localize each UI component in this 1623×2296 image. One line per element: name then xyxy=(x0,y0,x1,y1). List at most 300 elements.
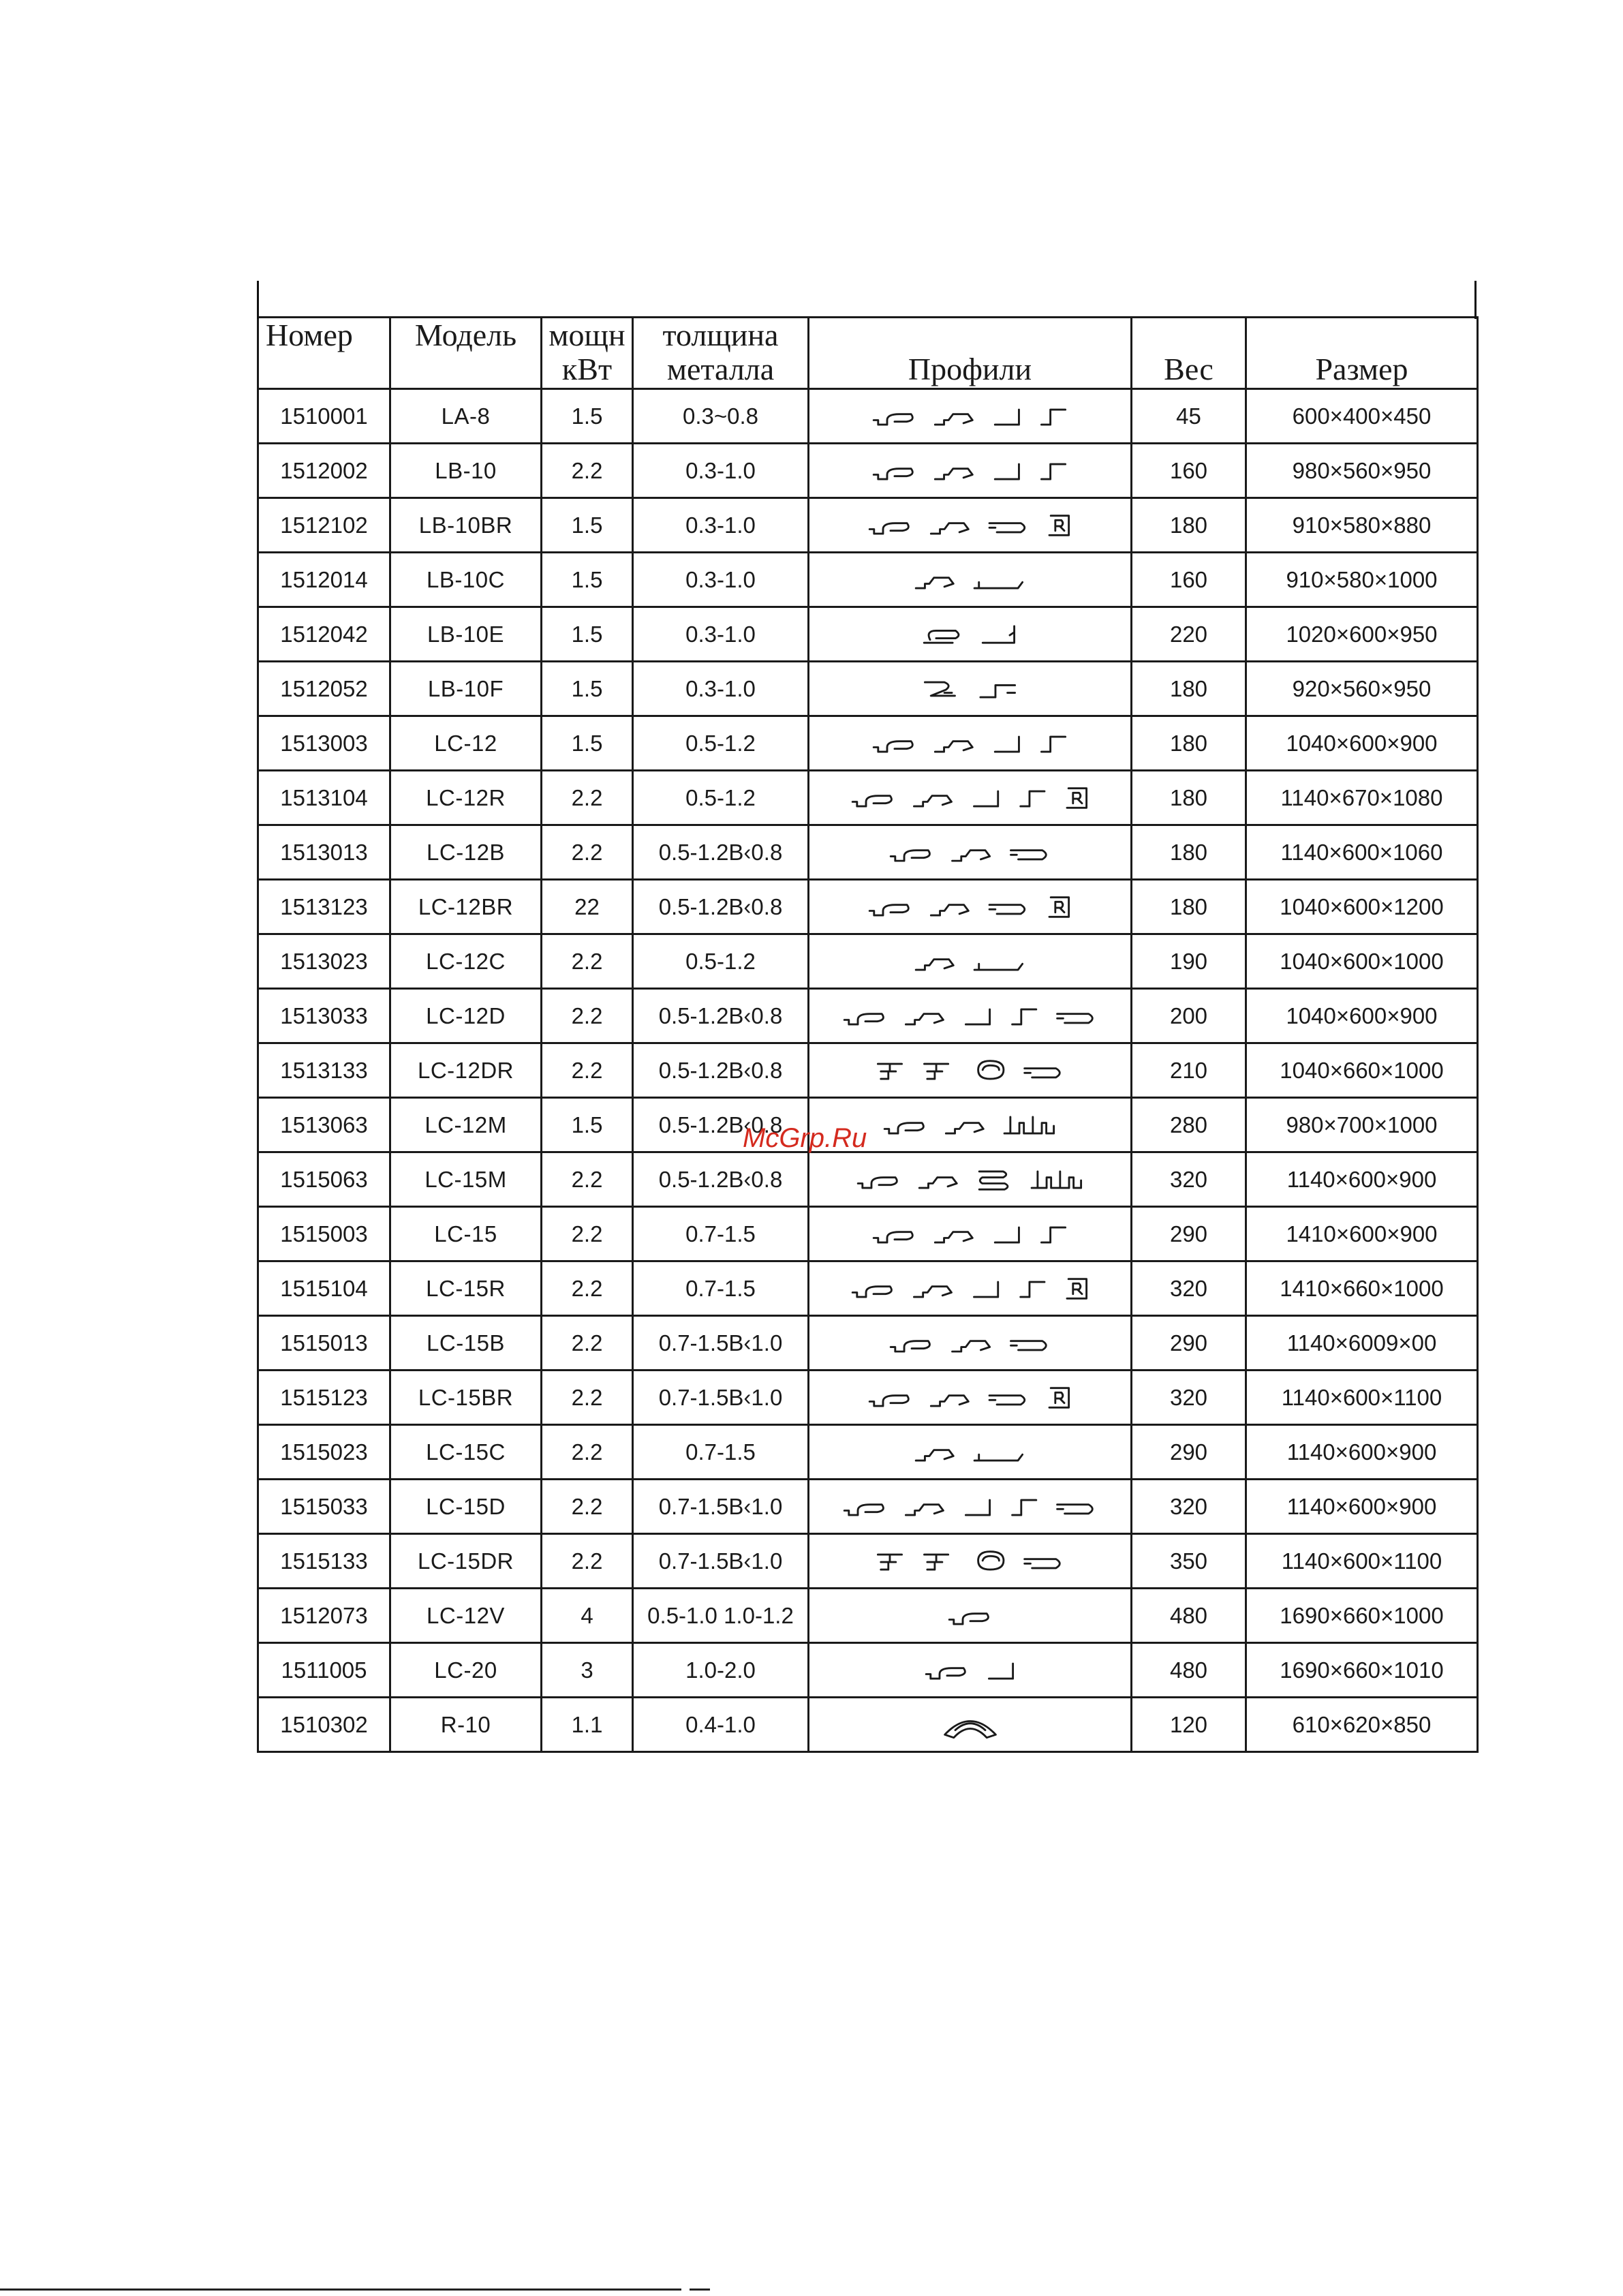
cell-size: 920×560×950 xyxy=(1246,662,1478,716)
z-fold-icon xyxy=(925,682,955,696)
cell-profiles xyxy=(809,1371,1132,1425)
cell-number: 1515133 xyxy=(258,1534,390,1589)
u-channel-icon xyxy=(1032,1171,1081,1187)
cell-model: LB-10E xyxy=(390,607,542,662)
cell-model: LC-12R xyxy=(390,771,542,825)
flat-fold-icon xyxy=(874,414,912,424)
right-angle-icon xyxy=(995,410,1019,425)
table-row xyxy=(258,716,1478,771)
cell-weight: 180 xyxy=(1132,498,1246,553)
right-angle-icon xyxy=(995,1227,1019,1242)
cell-profiles xyxy=(809,1043,1132,1098)
cell-thickness: 0.7-1.5B‹1.0 xyxy=(633,1480,809,1534)
right-angle-icon xyxy=(965,1009,989,1024)
cell-profiles xyxy=(809,1534,1132,1589)
cell-profiles xyxy=(809,1261,1132,1316)
cell-profiles xyxy=(809,880,1132,934)
table-row xyxy=(258,444,1478,498)
cell-number: 1513104 xyxy=(258,771,390,825)
cell-size: 1140×600×900 xyxy=(1246,1480,1478,1534)
step-hook-icon xyxy=(935,414,972,424)
flat-fold-icon xyxy=(858,1177,897,1187)
cell-thickness: 0.5-1.2 xyxy=(633,716,809,771)
step-hook-icon xyxy=(931,1395,968,1405)
cell-model: LB-10 xyxy=(390,444,542,498)
table-row xyxy=(258,553,1478,607)
angle-hook-icon xyxy=(983,626,1014,642)
flat-fold-icon xyxy=(874,741,912,751)
loop-icon xyxy=(1057,1013,1092,1022)
cell-number: 1512052 xyxy=(258,662,390,716)
cell-size: 1140×600×1060 xyxy=(1246,825,1478,880)
cell-power: 1.5 xyxy=(542,662,633,716)
cell-number: 1510001 xyxy=(258,389,390,444)
ring-icon xyxy=(978,1551,1004,1569)
cell-power: 2.2 xyxy=(542,989,633,1043)
cell-model: LC-15DR xyxy=(390,1534,542,1589)
z-step-icon xyxy=(1041,737,1065,752)
cell-weight: 480 xyxy=(1132,1643,1246,1698)
cell-profiles xyxy=(809,553,1132,607)
cell-weight: 180 xyxy=(1132,662,1246,716)
table-row xyxy=(258,389,1478,444)
table-row xyxy=(258,1698,1478,1752)
triple-fold-icon xyxy=(979,1171,1008,1189)
cell-thickness: 0.7-1.5B‹1.0 xyxy=(633,1316,809,1371)
cell-power: 1.1 xyxy=(542,1698,633,1752)
step-hook-icon xyxy=(952,850,989,860)
cell-number: 1515033 xyxy=(258,1480,390,1534)
cell-size: 980×560×950 xyxy=(1246,444,1478,498)
cell-size: 910×580×880 xyxy=(1246,498,1478,553)
loop-icon xyxy=(1057,1504,1092,1513)
cell-model: LC-15 xyxy=(390,1207,542,1261)
header-thickness xyxy=(633,318,809,389)
cell-thickness: 1.0-2.0 xyxy=(633,1643,809,1698)
cell-profiles xyxy=(809,1316,1132,1371)
cell-size: 1140×600×1100 xyxy=(1246,1371,1478,1425)
cell-thickness: 0.3-1.0 xyxy=(633,444,809,498)
cell-size: 1140×600×900 xyxy=(1246,1425,1478,1480)
cell-profiles xyxy=(809,444,1132,498)
cell-weight: 350 xyxy=(1132,1534,1246,1589)
table-row xyxy=(258,934,1478,989)
arc-icon xyxy=(944,1721,995,1737)
cell-weight: 210 xyxy=(1132,1043,1246,1098)
cell-profiles xyxy=(809,716,1132,771)
flat-fold-icon xyxy=(874,468,912,478)
cell-thickness: 0.5-1.2B‹0.8 xyxy=(633,1152,809,1207)
cell-model: LB-10C xyxy=(390,553,542,607)
bottom-rule-small xyxy=(690,2289,710,2291)
cell-number: 1512014 xyxy=(258,553,390,607)
cell-power: 2.2 xyxy=(542,1043,633,1098)
flat-fold-icon xyxy=(852,795,891,806)
loop-icon xyxy=(1025,1559,1060,1567)
table-row xyxy=(258,1371,1478,1425)
cell-thickness: 0.5-1.2B‹0.8 xyxy=(633,989,809,1043)
cell-profiles xyxy=(809,1207,1132,1261)
cell-thickness: 0.7-1.5 xyxy=(633,1207,809,1261)
step-hook-icon xyxy=(916,959,953,969)
right-angle-icon xyxy=(965,1500,989,1515)
table-row xyxy=(258,771,1478,825)
cell-thickness: 0.4-1.0 xyxy=(633,1698,809,1752)
table-row xyxy=(258,662,1478,716)
header-power xyxy=(542,318,633,389)
right-angle-icon xyxy=(995,464,1019,479)
loop-icon xyxy=(989,904,1025,913)
tick-left xyxy=(257,281,259,319)
cell-profiles xyxy=(809,498,1132,553)
cell-weight: 180 xyxy=(1132,771,1246,825)
cell-number: 1515104 xyxy=(258,1261,390,1316)
cell-number: 1513123 xyxy=(258,880,390,934)
cell-size: 910×580×1000 xyxy=(1246,553,1478,607)
spec-table-wrapper xyxy=(257,281,1477,1753)
cell-number: 1513003 xyxy=(258,716,390,771)
cell-weight: 180 xyxy=(1132,880,1246,934)
cell-thickness: 0.5-1.2B‹0.8 xyxy=(633,880,809,934)
flat-fold-icon xyxy=(884,1122,923,1133)
cell-profiles xyxy=(809,771,1132,825)
ring-icon xyxy=(978,1060,1004,1078)
cell-size: 1690×660×1010 xyxy=(1246,1643,1478,1698)
r-box-icon xyxy=(1066,788,1086,808)
cell-size: 1690×660×1000 xyxy=(1246,1589,1478,1643)
bottom-rule xyxy=(0,2289,681,2291)
cell-number: 1513033 xyxy=(258,989,390,1043)
cell-size: 1410×660×1000 xyxy=(1246,1261,1478,1316)
step-hook-icon xyxy=(931,904,968,915)
cell-weight: 280 xyxy=(1132,1098,1246,1152)
cell-number: 1512002 xyxy=(258,444,390,498)
table-row xyxy=(258,1207,1478,1261)
cell-power: 2.2 xyxy=(542,771,633,825)
cell-weight: 200 xyxy=(1132,989,1246,1043)
z-step-icon xyxy=(1041,464,1065,479)
cell-weight: 180 xyxy=(1132,825,1246,880)
table-row xyxy=(258,607,1478,662)
cell-profiles xyxy=(809,389,1132,444)
cell-power: 2.2 xyxy=(542,1534,633,1589)
flat-fold-icon xyxy=(891,850,929,860)
cell-weight: 220 xyxy=(1132,607,1246,662)
cell-thickness: 0.5-1.2 xyxy=(633,934,809,989)
cell-size: 610×620×850 xyxy=(1246,1698,1478,1752)
z-step-icon xyxy=(1041,1227,1065,1242)
right-angle-icon xyxy=(995,737,1019,752)
cell-power: 2.2 xyxy=(542,1425,633,1480)
t-joint-icon xyxy=(878,1064,901,1079)
header-thickness-line1: толщина xyxy=(662,318,779,352)
cell-profiles xyxy=(809,1425,1132,1480)
cell-profiles xyxy=(809,1643,1132,1698)
table-row xyxy=(258,1534,1478,1589)
cell-number: 1512102 xyxy=(258,498,390,553)
step-hook-icon xyxy=(935,1231,972,1242)
cell-thickness: 0.5-1.2 xyxy=(633,771,809,825)
cell-weight: 45 xyxy=(1132,389,1246,444)
step-hook-icon xyxy=(906,1013,943,1024)
table-row xyxy=(258,989,1478,1043)
step-hook-icon xyxy=(916,1450,953,1460)
cell-size: 1040×600×900 xyxy=(1246,989,1478,1043)
cell-thickness: 0.3-1.0 xyxy=(633,607,809,662)
cell-size: 1040×600×1200 xyxy=(1246,880,1478,934)
cell-profiles xyxy=(809,1589,1132,1643)
cell-thickness: 0.7-1.5 xyxy=(633,1425,809,1480)
cell-number: 1513013 xyxy=(258,825,390,880)
cell-thickness: 0.5-1.2B‹0.8 xyxy=(633,1098,809,1152)
cell-power: 1.5 xyxy=(542,1098,633,1152)
table-row xyxy=(258,1589,1478,1643)
cell-thickness: 0.5-1.2B‹0.8 xyxy=(633,1043,809,1098)
cell-model: LC-12C xyxy=(390,934,542,989)
t-joint-icon xyxy=(924,1064,948,1079)
long-angle-icon xyxy=(974,582,1022,588)
cell-weight: 160 xyxy=(1132,553,1246,607)
flat-fold-icon xyxy=(874,1231,912,1242)
table-row xyxy=(258,880,1478,934)
cell-model: LC-12M xyxy=(390,1098,542,1152)
step-hook-icon xyxy=(935,468,972,478)
cell-number: 1513133 xyxy=(258,1043,390,1098)
cell-profiles xyxy=(809,989,1132,1043)
flat-fold-icon xyxy=(891,1341,929,1351)
cell-thickness: 0.7-1.5 xyxy=(633,1261,809,1316)
header-number: Номер xyxy=(258,318,390,389)
flat-fold-icon xyxy=(949,1613,988,1623)
cell-size: 1020×600×950 xyxy=(1246,607,1478,662)
cell-weight: 180 xyxy=(1132,716,1246,771)
cell-number: 1510302 xyxy=(258,1698,390,1752)
cell-weight: 190 xyxy=(1132,934,1246,989)
cell-thickness: 0.7-1.5B‹1.0 xyxy=(633,1534,809,1589)
cell-model: LB-10BR xyxy=(390,498,542,553)
cell-number: 1512042 xyxy=(258,607,390,662)
cell-weight: 320 xyxy=(1132,1480,1246,1534)
cell-weight: 290 xyxy=(1132,1316,1246,1371)
cell-thickness: 0.7-1.5B‹1.0 xyxy=(633,1371,809,1425)
cell-number: 1515023 xyxy=(258,1425,390,1480)
cell-size: 1040×660×1000 xyxy=(1246,1043,1478,1098)
tick-right xyxy=(1474,281,1477,319)
cell-power: 2.2 xyxy=(542,1207,633,1261)
u-channel-icon xyxy=(1004,1116,1054,1133)
cell-power: 2.2 xyxy=(542,1371,633,1425)
cell-number: 1511005 xyxy=(258,1643,390,1698)
table-row xyxy=(258,825,1478,880)
double-fold-icon xyxy=(924,630,959,643)
table-row xyxy=(258,1480,1478,1534)
header-power-line2: кВт xyxy=(561,352,613,386)
cell-model: LC-12BR xyxy=(390,880,542,934)
s-step-icon xyxy=(980,685,1015,697)
cell-thickness: 0.3-1.0 xyxy=(633,662,809,716)
cell-thickness: 0.3~0.8 xyxy=(633,389,809,444)
cell-power: 1.5 xyxy=(542,553,633,607)
header-thickness-line2: металла xyxy=(666,352,775,386)
z-step-icon xyxy=(1012,1500,1036,1515)
table-row xyxy=(258,1043,1478,1098)
table-row xyxy=(258,498,1478,553)
cell-weight: 320 xyxy=(1132,1371,1246,1425)
cell-model: LC-15D xyxy=(390,1480,542,1534)
cell-power: 2.2 xyxy=(542,1480,633,1534)
cell-number: 1513063 xyxy=(258,1098,390,1152)
loop-icon xyxy=(989,523,1025,532)
right-angle-icon xyxy=(974,791,998,806)
z-step-icon xyxy=(1020,791,1044,806)
flat-fold-icon xyxy=(869,1395,908,1405)
cell-size: 1140×670×1080 xyxy=(1246,771,1478,825)
table-row xyxy=(258,1098,1478,1152)
cell-power: 2.2 xyxy=(542,444,633,498)
r-box-icon xyxy=(1049,515,1069,535)
cell-size: 1410×600×900 xyxy=(1246,1207,1478,1261)
cell-weight: 290 xyxy=(1132,1207,1246,1261)
cell-model: LC-15R xyxy=(390,1261,542,1316)
cell-model: LC-15C xyxy=(390,1425,542,1480)
flat-fold-icon xyxy=(869,904,908,915)
loop-icon xyxy=(1010,1341,1046,1349)
cell-model: LC-12 xyxy=(390,716,542,771)
cell-profiles xyxy=(809,1698,1132,1752)
cell-size: 1140×6009×00 xyxy=(1246,1316,1478,1371)
step-hook-icon xyxy=(916,577,953,587)
cell-model: LC-12V xyxy=(390,1589,542,1643)
cell-power: 1.5 xyxy=(542,716,633,771)
flat-fold-icon xyxy=(844,1504,883,1514)
cell-model: LC-12D xyxy=(390,989,542,1043)
watermark: McGrp.Ru xyxy=(743,1123,867,1153)
cell-model: LC-15M xyxy=(390,1152,542,1207)
cell-number: 1512073 xyxy=(258,1589,390,1643)
cell-profiles xyxy=(809,662,1132,716)
step-hook-icon xyxy=(952,1341,989,1351)
cell-power: 1.5 xyxy=(542,607,633,662)
t-joint-icon xyxy=(878,1555,901,1570)
cell-number: 1515063 xyxy=(258,1152,390,1207)
cell-power: 22 xyxy=(542,880,633,934)
step-hook-icon xyxy=(906,1504,943,1514)
cell-model: LC-12B xyxy=(390,825,542,880)
right-angle-icon xyxy=(974,1282,998,1297)
cell-number: 1515013 xyxy=(258,1316,390,1371)
header-size: Размер xyxy=(1246,318,1478,389)
cell-thickness: 0.3-1.0 xyxy=(633,553,809,607)
cell-power: 2.2 xyxy=(542,1261,633,1316)
cell-size: 1140×600×900 xyxy=(1246,1152,1478,1207)
cell-thickness: 0.5-1.2B‹0.8 xyxy=(633,825,809,880)
cell-size: 1140×600×1100 xyxy=(1246,1534,1478,1589)
cell-power: 3 xyxy=(542,1643,633,1698)
cell-profiles xyxy=(809,934,1132,989)
cell-power: 2.2 xyxy=(542,934,633,989)
cell-model: LA-8 xyxy=(390,389,542,444)
cell-profiles xyxy=(809,1480,1132,1534)
r-box-icon xyxy=(1066,1279,1086,1298)
step-hook-icon xyxy=(914,1286,951,1296)
step-hook-icon xyxy=(931,523,968,533)
header-model: Модель xyxy=(390,318,542,389)
t-joint-icon xyxy=(924,1555,948,1570)
header-row xyxy=(258,318,1478,389)
table-row xyxy=(258,1152,1478,1207)
table-top-ticks xyxy=(257,281,1477,319)
flat-fold-icon xyxy=(852,1286,891,1296)
cell-number: 1515123 xyxy=(258,1371,390,1425)
cell-thickness: 0.3-1.0 xyxy=(633,498,809,553)
step-hook-icon xyxy=(946,1122,983,1133)
cell-power: 2.2 xyxy=(542,825,633,880)
spec-table xyxy=(257,316,1479,1753)
cell-weight: 120 xyxy=(1132,1698,1246,1752)
cell-number: 1515003 xyxy=(258,1207,390,1261)
cell-weight: 160 xyxy=(1132,444,1246,498)
long-angle-icon xyxy=(974,964,1022,970)
flat-fold-icon xyxy=(926,1668,965,1678)
r-box-icon xyxy=(1049,1388,1069,1407)
cell-size: 1040×600×1000 xyxy=(1246,934,1478,989)
loop-icon xyxy=(1025,1068,1060,1077)
loop-icon xyxy=(989,1395,1025,1404)
header-profiles: Профили xyxy=(809,318,1132,389)
cell-profiles xyxy=(809,1152,1132,1207)
cell-power: 4 xyxy=(542,1589,633,1643)
cell-model: R-10 xyxy=(390,1698,542,1752)
table-body xyxy=(258,389,1478,1752)
cell-size: 980×700×1000 xyxy=(1246,1098,1478,1152)
step-hook-icon xyxy=(914,795,951,806)
cell-power: 2.2 xyxy=(542,1316,633,1371)
table-row xyxy=(258,1316,1478,1371)
z-step-icon xyxy=(1012,1009,1036,1024)
table-row xyxy=(258,1425,1478,1480)
header-power-line1: мощн xyxy=(548,318,625,352)
loop-icon xyxy=(1010,850,1046,859)
table-row xyxy=(258,1261,1478,1316)
cell-weight: 320 xyxy=(1132,1261,1246,1316)
cell-profiles xyxy=(809,607,1132,662)
z-step-icon xyxy=(1020,1282,1044,1297)
cell-power: 1.5 xyxy=(542,498,633,553)
z-step-icon xyxy=(1041,410,1065,425)
cell-power: 1.5 xyxy=(542,389,633,444)
flat-fold-icon xyxy=(844,1013,883,1024)
header-weight: Вес xyxy=(1132,318,1246,389)
cell-model: LC-15B xyxy=(390,1316,542,1371)
cell-thickness: 0.5-1.0 1.0-1.2 xyxy=(633,1589,809,1643)
cell-model: LC-12DR xyxy=(390,1043,542,1098)
cell-model: LC-20 xyxy=(390,1643,542,1698)
cell-model: LC-15BR xyxy=(390,1371,542,1425)
cell-weight: 290 xyxy=(1132,1425,1246,1480)
long-angle-icon xyxy=(974,1454,1022,1460)
cell-profiles xyxy=(809,825,1132,880)
r-box-icon xyxy=(1049,897,1069,917)
step-hook-icon xyxy=(935,741,972,751)
cell-weight: 480 xyxy=(1132,1589,1246,1643)
right-angle-icon xyxy=(989,1664,1013,1679)
flat-fold-icon xyxy=(869,523,908,533)
cell-weight: 320 xyxy=(1132,1152,1246,1207)
cell-size: 600×400×450 xyxy=(1246,389,1478,444)
step-hook-icon xyxy=(919,1177,957,1187)
cell-model: LB-10F xyxy=(390,662,542,716)
cell-power: 2.2 xyxy=(542,1152,633,1207)
